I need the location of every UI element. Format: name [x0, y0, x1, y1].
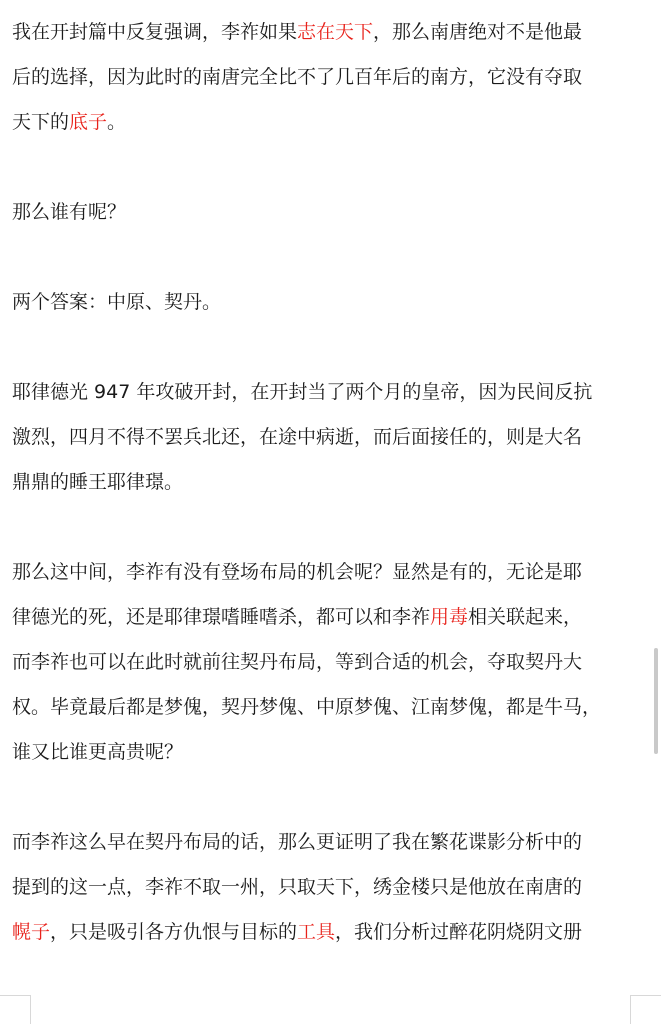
- text-line: [12, 865, 634, 910]
- paragraph: [12, 280, 634, 325]
- text-line: [12, 550, 634, 595]
- page-corner-left: [0, 995, 31, 1024]
- text-line: [12, 820, 634, 865]
- text-segment: 权。毕竟最后都是梦傀，契丹梦傀、中原梦傀、江南梦傀，都是牛马，: [12, 696, 602, 718]
- text-line: [12, 685, 634, 730]
- text-segment: ，我们分析过醉花阴烧阴文册: [335, 921, 583, 943]
- highlighted-text: 用毒: [430, 606, 469, 628]
- text-line: [12, 730, 634, 775]
- text-segment: 律德光的死，还是耶律璟嗜睡嗜杀，都可以和李祚: [12, 606, 431, 628]
- text-segment: 那么谁有呢？: [12, 201, 127, 223]
- text-segment: 。: [107, 111, 127, 133]
- text-line: [12, 190, 634, 235]
- text-line: [12, 10, 634, 55]
- text-segment: 提到的这一点，李祚不取一州，只取天下，绣金楼只是他放在南唐的: [12, 876, 583, 898]
- text-segment: 谁又比谁更高贵呢？: [12, 741, 184, 763]
- text-segment: 那么这中间，李祚有没有登场布局的机会呢？显然是有的，无论是耶: [12, 561, 583, 583]
- text-line: [12, 280, 634, 325]
- scrollbar-thumb[interactable]: [654, 648, 658, 754]
- highlighted-text: 工具: [297, 921, 336, 943]
- text-segment: 后的选择，因为此时的南唐完全比不了几百年后的南方，它没有夺取: [12, 66, 583, 88]
- text-segment: 耶律德光 947 年攻破开封，在开封当了两个月的皇帝，因为民间反抗: [12, 381, 593, 403]
- paragraph: [12, 550, 634, 775]
- text-line: [12, 640, 634, 685]
- text-segment: 我在开封篇中反复强调，李祚如果: [12, 21, 298, 43]
- text-segment: ，只是吸引各方仇恨与目标的: [50, 921, 298, 943]
- text-line: [12, 595, 634, 640]
- highlighted-text: 底子: [69, 111, 108, 133]
- paragraph: [12, 820, 634, 955]
- text-segment: 而李祚也可以在此时就前往契丹布局，等到合适的机会，夺取契丹大: [12, 651, 583, 673]
- text-line: [12, 460, 634, 505]
- page-corner-right: [630, 995, 661, 1024]
- paragraph: [12, 190, 634, 235]
- article-body: [12, 10, 634, 1000]
- text-line: [12, 100, 634, 145]
- text-segment: 而李祚这么早在契丹布局的话，那么更证明了我在繁花谍影分析中的: [12, 831, 583, 853]
- text-segment: ，那么南唐绝对不是他最: [373, 21, 583, 43]
- text-segment: 天下的: [12, 111, 70, 133]
- text-line: [12, 55, 634, 100]
- text-line: [12, 910, 634, 955]
- text-segment: 两个答案：中原、契丹。: [12, 291, 222, 313]
- paragraph: [12, 370, 634, 505]
- text-segment: 鼎鼎的睡王耶律璟。: [12, 471, 184, 493]
- highlighted-text: 志在天下: [297, 21, 374, 43]
- paragraph: [12, 10, 634, 145]
- highlighted-text: 幌子: [12, 921, 51, 943]
- text-segment: 激烈，四月不得不罢兵北还，在途中病逝，而后面接任的，则是大名: [12, 426, 583, 448]
- text-segment: 相关联起来，: [468, 606, 583, 628]
- text-line: [12, 370, 634, 415]
- text-line: [12, 415, 634, 460]
